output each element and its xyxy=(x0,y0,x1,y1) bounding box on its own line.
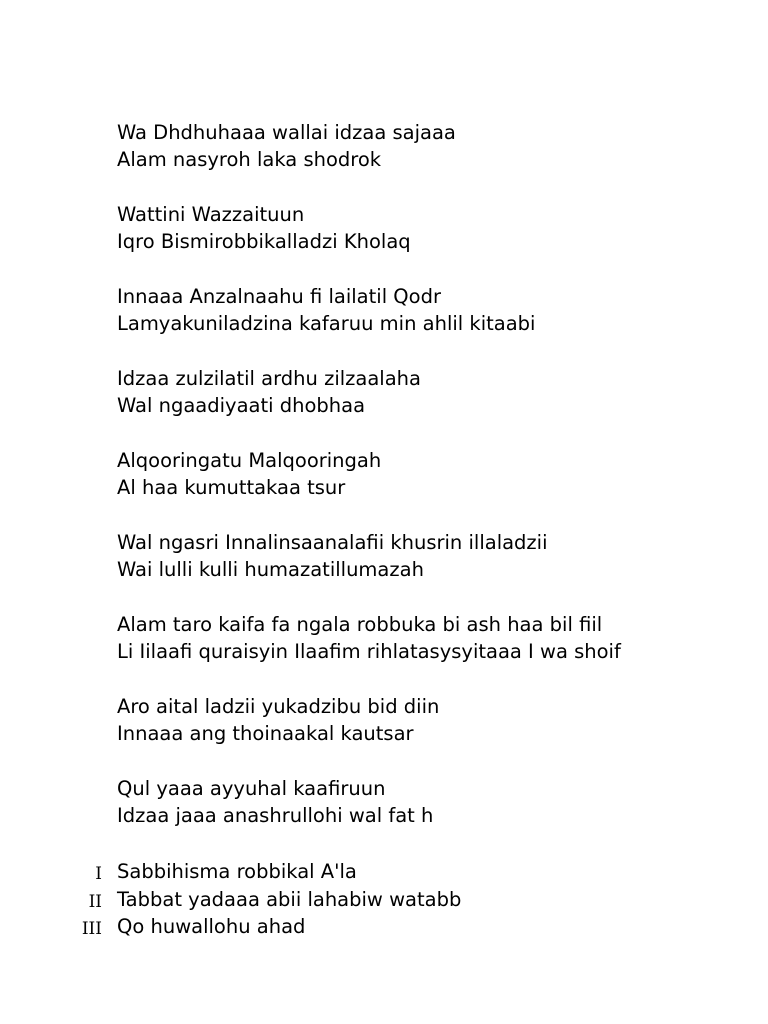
stanza-6 xyxy=(117,529,737,583)
verse-line: Wattini Wazzaituun xyxy=(117,203,305,226)
stanza-3 xyxy=(117,283,737,337)
verse-line: Innaaa ang thoinaakal kautsar xyxy=(117,722,414,745)
stanza-1 xyxy=(117,119,737,173)
verse-line: Wal ngaadiyaati dhobhaa xyxy=(117,394,366,417)
verse-line: Lamyakuniladzina kafaruu min ahlil kitaabi xyxy=(117,312,536,335)
verse-line: Wal ngasri Innalinsaanalafii khusrin illaladzii xyxy=(117,531,548,554)
stanza-7 xyxy=(117,611,737,665)
verse-line: Li Iilaafi quraisyin Ilaafim rihlatasysyitaaa I wa shoif xyxy=(117,640,621,663)
verse-line: Aro aital ladzii yukadzibu bid diin xyxy=(117,695,440,718)
verse-line: Al haa kumuttakaa tsur xyxy=(117,476,346,499)
verse-line: Sabbihisma robbikal A'la xyxy=(117,860,357,883)
roman-numeral: II xyxy=(88,891,102,912)
stanza-9 xyxy=(117,775,737,829)
verse-line: Alam taro kaifa fa ngala robbuka bi ash haa bil fiil xyxy=(117,613,603,636)
verse-line: Alam nasyroh laka shodrok xyxy=(117,148,382,171)
verse-line: Idzaa zulzilatil ardhu zilzaalaha xyxy=(117,367,421,390)
verse-line: Idzaa jaaa anashrullohi wal fat h xyxy=(117,804,434,827)
verse-line: Qul yaaa ayyuhal kaafiruun xyxy=(117,777,386,800)
verse-line: Wai lulli kulli humazatillumazah xyxy=(117,558,424,581)
stanza-2 xyxy=(117,201,737,255)
verse-line: Innaaa Anzalnaahu fi lailatil Qodr xyxy=(117,285,441,308)
verse-line: Alqooringatu Malqooringah xyxy=(117,449,382,472)
stanza-4 xyxy=(117,365,737,419)
roman-numeral: III xyxy=(81,919,102,939)
verse-line: Iqro Bismirobbikalladzi Kholaq xyxy=(117,230,411,253)
stanza-5 xyxy=(117,447,737,501)
verse-line: Qo huwallohu ahad xyxy=(117,915,306,938)
numbered-list xyxy=(0,858,768,941)
numbered-item xyxy=(0,886,768,914)
verse-line: Wa Dhdhuhaaa wallai idzaa sajaaa xyxy=(117,121,456,144)
verse-line: Tabbat yadaaa abii lahabiw watabb xyxy=(117,887,462,911)
roman-numeral: I xyxy=(95,864,102,884)
stanza-8 xyxy=(117,693,737,747)
numbered-item xyxy=(0,913,768,941)
numbered-item xyxy=(0,858,768,886)
